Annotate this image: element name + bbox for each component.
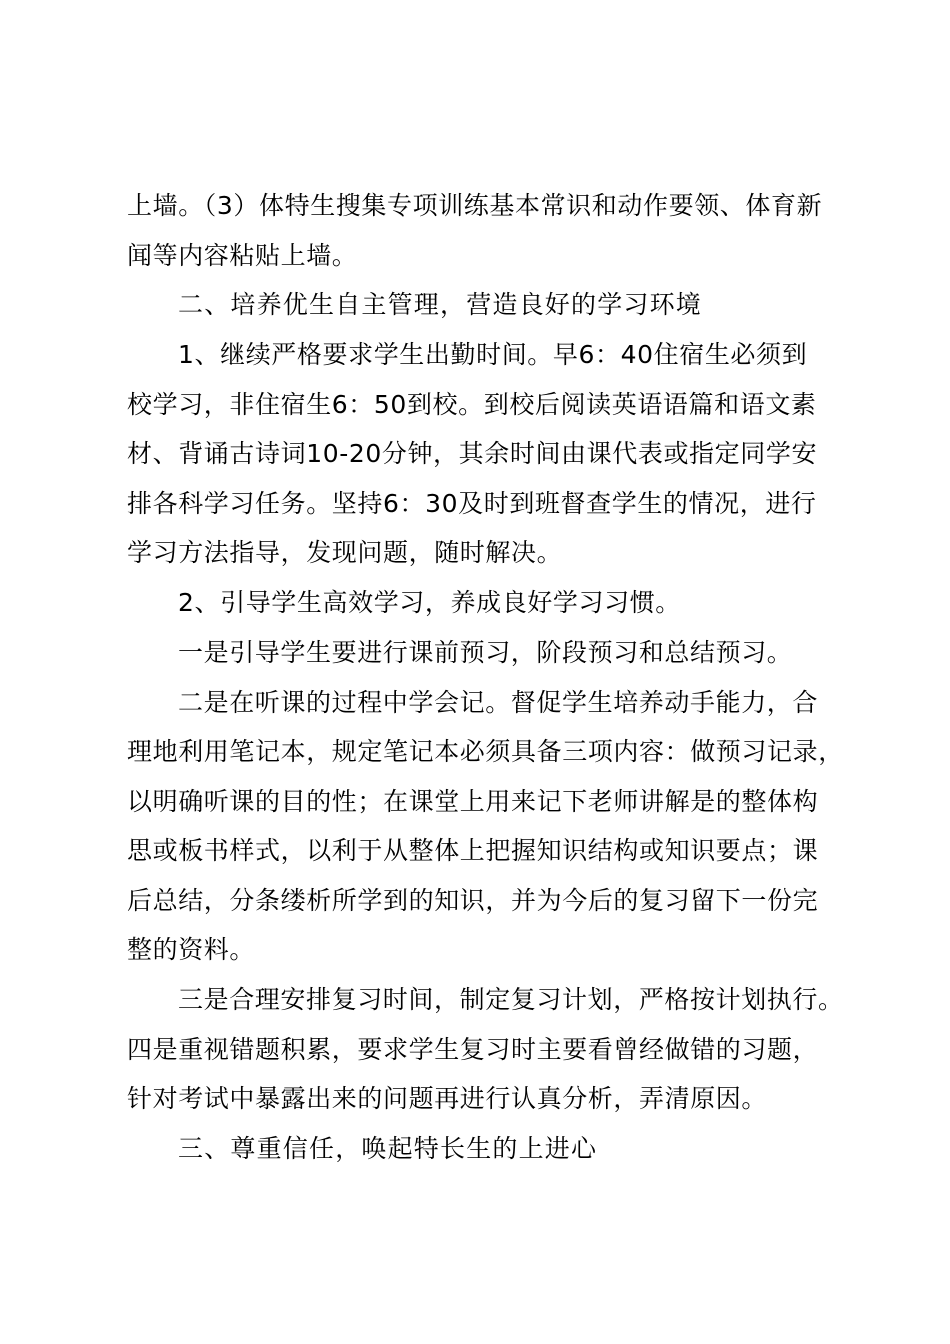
text-line: 三是合理安排复习时间，制定复习计划，严格按计划执行。 <box>178 985 844 1014</box>
text-line: 闻等内容粘贴上墙。 <box>127 241 358 270</box>
text-line: 理地利用笔记本，规定笔记本必须具备三项内容：做预习记录， <box>127 737 844 766</box>
text-line: 校学习，非住宿生6：50到校。到校后阅读英语语篇和语文素 <box>127 390 817 419</box>
section-heading: 三、尊重信任，唤起特长生的上进心 <box>178 1134 598 1163</box>
text-line: 1、继续严格要求学生出勤时间。早6：40住宿生必须到 <box>178 340 808 369</box>
text-line: 后总结，分条缕析所学到的知识，并为今后的复习留下一份完 <box>127 886 819 915</box>
text-line: 上墙。（3）体特生搜集专项训练基本常识和动作要领、体育新 <box>127 191 823 220</box>
text-line: 学习方法指导，发现问题，随时解决。 <box>127 538 563 567</box>
text-line: 以明确听课的目的性；在课堂上用来记下老师讲解是的整体构 <box>127 787 819 816</box>
text-line: 整的资料。 <box>127 935 256 964</box>
text-line: 针对考试中暴露出来的问题再进行认真分析，弄清原因。 <box>127 1084 768 1113</box>
text-line: 排各科学习任务。坚持6：30及时到班督查学生的情况，进行 <box>127 489 817 518</box>
text-line: 一是引导学生要进行课前预习，阶段预习和总结预习。 <box>178 638 793 667</box>
text-line: 思或板书样式，以利于从整体上把握知识结构或知识要点；课 <box>127 836 819 865</box>
section-heading: 二、培养优生自主管理，营造良好的学习环境 <box>178 290 703 319</box>
text-line: 材、背诵古诗词10-20分钟，其余时间由课代表或指定同学安 <box>127 439 818 468</box>
text-line: 二是在听课的过程中学会记。督促学生培养动手能力，合 <box>178 688 819 717</box>
text-line: 2、引导学生高效学习，养成良好学习习惯。 <box>178 588 681 617</box>
text-line: 四是重视错题积累，要求学生复习时主要看曾经做错的习题， <box>127 1035 819 1064</box>
